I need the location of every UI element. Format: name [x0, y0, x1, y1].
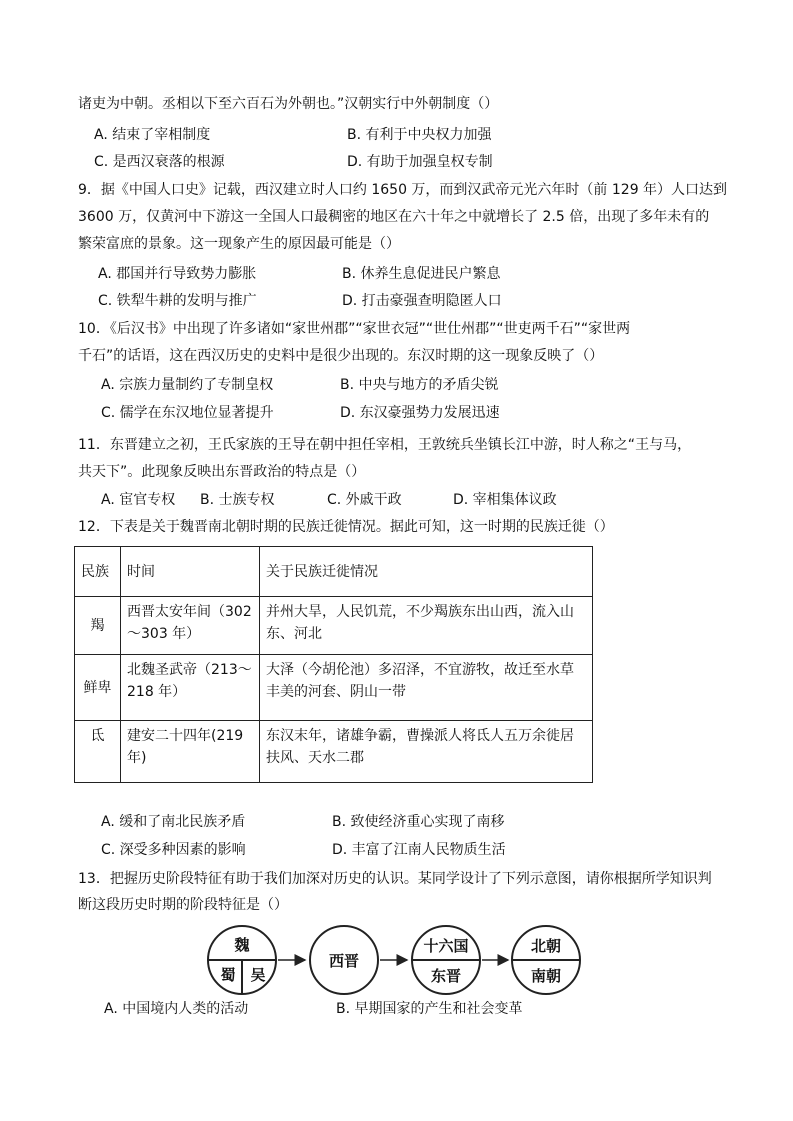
q12-option-c[interactable]: C. 深受多种因素的影响: [101, 842, 246, 858]
q10-option-c[interactable]: C. 儒学在东汉地位显著提升: [101, 405, 274, 421]
table-cell: 氐: [75, 721, 121, 783]
q8-option-c[interactable]: C. 是西汉衰落的根源: [94, 154, 225, 170]
table-cell: 大泽（今胡伦池）多沼泽，不宜游牧，故迁至水草丰美的河套、阴山一带: [260, 655, 593, 721]
q8-stem: 诸吏为中朝。丞相以下至六百石为外朝也。”汉朝实行中外朝制度（）: [78, 96, 499, 112]
q8-option-d[interactable]: D. 有助于加强皇权专制: [347, 154, 493, 170]
table-cell: 鲜卑: [75, 655, 121, 721]
q12-option-d[interactable]: D. 丰富了江南人民物质生活: [332, 842, 506, 858]
diagram-label-southern-dynasties: 南朝: [530, 967, 562, 985]
q10-option-a[interactable]: A. 宗族力量制约了专制皇权: [101, 377, 274, 393]
q10-option-b[interactable]: B. 中央与地方的矛盾尖锐: [340, 377, 499, 393]
q12-option-b[interactable]: B. 致使经济重心实现了南移: [332, 814, 505, 830]
q9-option-c[interactable]: C. 铁犁牛耕的发明与推广: [98, 293, 257, 309]
table-cell: 北魏圣武帝（213～218 年）: [121, 655, 260, 721]
q8-option-b[interactable]: B. 有利于中央权力加强: [347, 127, 492, 143]
table-row: [75, 721, 593, 783]
table-cell: 建安二十四年(219 年): [121, 721, 260, 783]
q13-option-b[interactable]: B. 早期国家的产生和社会变革: [336, 1001, 523, 1017]
table-cell: 西晋太安年间（302～303 年）: [121, 597, 260, 655]
diagram-label-wu: 吴: [250, 966, 266, 984]
q11-option-b[interactable]: B. 士族专权: [200, 492, 275, 508]
q11-stem-line-2: 共天下”。此现象反映出东晋政治的特点是（）: [78, 464, 366, 480]
q13-stem-line-1: 13．把握历史阶段特征有助于我们加深对历史的认识。某同学设计了下列示意图，请你根据所学知识判: [78, 871, 712, 887]
table-header: 关于民族迁徙情况: [260, 547, 593, 597]
q11-option-c[interactable]: C. 外戚干政: [327, 492, 402, 508]
q11-option-d[interactable]: D. 宰相集体议政: [453, 492, 557, 508]
q12-stem: 12．下表是关于魏晋南北朝时期的民族迁徙情况。据此可知，这一时期的民族迁徙（）: [78, 519, 614, 535]
table-cell: 羯: [75, 597, 121, 655]
q10-stem-line-1: 10．《后汉书》中出现了许多诸如“家世州郡”“家世衣冠”“世仕州郡”“世吏两千石”“家世两: [78, 321, 631, 337]
q13-option-a[interactable]: A. 中国境内人类的活动: [104, 1001, 249, 1017]
q9-option-a[interactable]: A. 郡国并行导致势力膨胀: [98, 266, 257, 282]
q9-option-d[interactable]: D. 打击豪强查明隐匿人口: [342, 293, 502, 309]
q11-stem-line-1: 11．东晋建立之初，王氏家族的王导在朝中担任宰相，王敦统兵坐镇长江中游，时人称之“王与马，: [78, 437, 692, 453]
q11-option-a[interactable]: A. 宦官专权: [101, 492, 176, 508]
table-cell: 并州大旱，人民饥荒，不少羯族东出山西，流入山东、河北: [260, 597, 593, 655]
table-header-row: [75, 547, 593, 597]
diagram-label-western-jin: 西晋: [328, 952, 360, 970]
diagram-label-wei: 魏: [234, 936, 250, 954]
circle-three-kingdoms: [208, 926, 276, 994]
period-diagram: [205, 922, 585, 998]
table-cell: 东汉末年，诸雄争霸，曹操派人将氐人五万余徙居扶风、天水二郡: [260, 721, 593, 783]
q10-stem-line-2: 千石”的话语，这在西汉历史的史料中是很少出现的。东汉时期的这一现象反映了（）: [78, 348, 604, 364]
circle-northern-southern: [512, 926, 580, 994]
q10-option-d[interactable]: D. 东汉豪强势力发展迅速: [340, 405, 500, 421]
table-row: [75, 597, 593, 655]
table-header: 时间: [121, 547, 260, 597]
q9-option-b[interactable]: B. 休养生息促进民户繁息: [342, 266, 501, 282]
q12-option-a[interactable]: A. 缓和了南北民族矛盾: [101, 814, 246, 830]
q9-stem-line-2: 3600 万，仅黄河中下游这一全国人口最稠密的地区在六十年之中就增长了 2.5 倍，出现了多年未有的: [78, 209, 710, 225]
q9-stem-line-1: 9．据《中国人口史》记载，西汉建立时人口约 1650 万，而到汉武帝元光六年时（前 129 年）人口达到: [78, 182, 728, 198]
q9-stem-line-3: 繁荣富庶的景象。这一现象产生的原因最可能是（）: [78, 236, 400, 252]
table-header: 民族: [75, 547, 121, 597]
diagram-label-eastern-jin: 东晋: [430, 967, 462, 985]
q8-option-a[interactable]: A. 结束了宰相制度: [94, 127, 211, 143]
circle-western-jin: [310, 926, 378, 994]
circle-sixteen-kingdoms: [412, 926, 480, 994]
migration-table: [74, 546, 593, 783]
diagram-label-northern-dynasties: 北朝: [530, 937, 562, 955]
diagram-label-sixteen-kingdoms: 十六国: [423, 937, 469, 955]
diagram-label-shu: 蜀: [220, 966, 236, 984]
q13-stem-line-2: 断这段历史时期的阶段特征是（）: [78, 897, 288, 913]
table-row: [75, 655, 593, 721]
